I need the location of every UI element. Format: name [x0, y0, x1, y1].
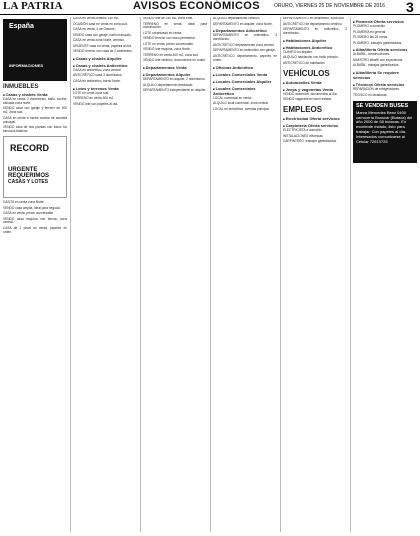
subcategory-heading: ■ Casas y chalets Anticrético: [73, 63, 137, 68]
subcategory-heading: ■ Lotes y terrenos Venta: [73, 86, 137, 91]
classified-ad: VENDO lote con papeles al día.: [73, 101, 119, 106]
classified-ad: ANTICRÉTICO de habitación.: [283, 60, 326, 65]
subcategory-heading: ■ Carpintería Oferta servicios: [283, 123, 347, 128]
column-1: [3, 17, 67, 532]
subcategory-heading: ■ Locales Comerciales Alquiler: [213, 79, 277, 84]
banner-info: INFORMACIONES: [9, 63, 43, 68]
classified-ad: LOCAL en anticrético, avenida principal.: [213, 106, 270, 111]
classified-ad: CASA en venta, 4 de Octubre.: [73, 27, 116, 31]
promo-title: SE VENDEN BUSES: [356, 102, 409, 109]
subcategory-heading: ■ Casas y chalets Alquiler: [73, 56, 137, 61]
classified-ad: VENDO casa de dos plantas con todos los servicios básicos.: [3, 125, 67, 134]
category-heading: EMPLEOS: [283, 105, 323, 115]
classified-ad: TERRENO en venta 300 m2.: [73, 96, 115, 101]
classified-ad: ANTICRÉTICO casa 3 dormitorios.: [73, 73, 123, 78]
classified-ad: LOTE en venta zona sud.: [73, 90, 110, 95]
column-2: [70, 17, 137, 532]
banner-ad-record: [3, 136, 67, 198]
classified-ad: VENDO terreno con muro perimetral.: [143, 36, 196, 41]
subcategory-heading: ■ Habitaciones Alquiler: [283, 38, 347, 43]
classified-ad: REPARACIÓN de refrigeradores.: [353, 87, 400, 92]
column-6: [350, 17, 417, 532]
subcategory-heading: ■ Casas y chalets Venta: [3, 92, 67, 97]
classified-ad: DEPARTAMENTO en anticrético, zona sud.: [283, 17, 345, 20]
classified-ad: CASA en venta zona Norte, céntrico.: [73, 38, 125, 42]
classified-ad: PLOMERO, trabajos garantizados.: [353, 40, 403, 45]
classified-ad: LOTE en venta, precio conversable.: [143, 41, 194, 46]
classified-ad: LOTE urbanizado en venta.: [143, 30, 182, 35]
page-number: 3: [406, 0, 414, 15]
classified-ad: DEPARTAMENTO en alquiler, zona Norte.: [213, 21, 273, 26]
classified-ad: VENDO lote céntrico, documentos en orden.: [143, 58, 206, 63]
banner-brand: RECORD: [10, 143, 50, 154]
classified-ad: CASA en venta céntrico 140 m2.: [73, 17, 120, 20]
subcategory-heading: ■ Automóviles Venta: [283, 80, 347, 85]
classified-ad: ELECTRICISTA a domicilio.: [283, 128, 323, 133]
subcategory-heading: ■ Departamentos Venta: [143, 65, 207, 70]
classified-ad: CASA en anticrético, barrio Norte.: [73, 78, 121, 83]
dateline: ORURO, VIERNES 25 DE NOVIEMBRE DE 2016: [274, 3, 385, 9]
banner-subline: CASAS Y LOTES: [8, 179, 49, 186]
classified-ad: DEPARTAMENTO en anticrético, 3 dormitorios.: [213, 33, 277, 42]
classified-ad: VENDO casa esquina con tienda, zona central.: [3, 216, 67, 225]
classified-ad: VENDO casa con garaje y terreno de 300 m2, zona sud.: [3, 106, 67, 115]
subcategory-heading: ■ Departamentos Anticrético: [213, 28, 277, 33]
column-3: [140, 17, 207, 532]
classified-ad: CUARTO en alquiler.: [283, 49, 313, 54]
category-heading: INMUEBLES: [3, 84, 39, 90]
classified-ad: VENDO automóvil, documentos al día.: [283, 91, 338, 96]
classified-ad: DEPARTAMENTO en anticrético, 2 dormitorios.: [283, 27, 347, 35]
classified-ad: CASITA en venta zona Norte.: [3, 200, 45, 205]
classified-ad: VENDO casa amplia, ideal para negocio.: [3, 205, 61, 210]
subcategory-heading: ■ Habitaciones Anticrético: [283, 45, 347, 50]
banner-ad-espana: [3, 19, 67, 81]
classified-ad: LOCAL comercial en venta.: [213, 95, 252, 100]
subcategory-heading: ■ Técnicos Oferta servicios: [353, 82, 417, 87]
classified-ad: ALQUILO departamento amoblado.: [143, 82, 194, 87]
subcategory-heading: ■ Locales Comerciales Anticrético: [213, 86, 277, 96]
classified-ad: CASA en venta, 2 dormitorios, baño, cocina, ubicada zona norte.: [3, 97, 67, 105]
classified-ad: ALBAÑIL, trabajos garantizados.: [353, 63, 400, 68]
subcategory-heading: ■ Albañilería Oferta servicios: [353, 47, 417, 52]
classified-ad: VENDO lote de 250 m2, zona Este.: [143, 17, 194, 20]
classified-ad: CASA de 2 pisos en venta, papeles en orden.: [3, 225, 67, 234]
classified-ad: DEPARTAMENTO independiente en alquiler.: [143, 88, 207, 93]
classified-ad: MAESTRO albañil con experiencia.: [353, 57, 403, 62]
classified-ad: ALQUILO local comercial, zona central.: [213, 101, 269, 106]
classified-ad: CASA en venta a media cuadra de avenida principal.: [3, 115, 67, 124]
subcategory-heading: ■ Plomería Oferta servicios: [353, 19, 417, 24]
classified-ad: VENDO lote esquina, zona Norte.: [143, 47, 191, 52]
classified-ad: VENDO vagoneta en buen estado.: [283, 97, 333, 102]
classified-ad: PLOMERÍA en general.: [353, 29, 387, 34]
classified-ad: CASA en anticrético, zona central.: [73, 67, 122, 72]
banner-headline: URGENTE REQUERIMOS: [8, 167, 50, 180]
column-4: [210, 17, 277, 532]
promo-box-buses: [353, 101, 417, 163]
classified-ad: ALBAÑIL, construcciones.: [353, 52, 391, 57]
subcategory-heading: ■ Electricidad Oferta servicios: [283, 116, 347, 121]
subcategory-heading: ■ Oficinas Anticrético: [213, 65, 277, 70]
classified-ad: ANTICRÉTICO departamento, papeles en orden.: [213, 53, 277, 62]
classified-ad: TERRENO en venta 400 m2, zona sud.: [143, 52, 199, 57]
classified-ad: PLOMERO a domicilio.: [353, 24, 386, 28]
classified-ad: PLOMERO las 24 horas.: [353, 35, 389, 39]
classified-ad: ANTICRÉTICO departamento zona central.: [213, 42, 275, 47]
classified-ad: TERRENO en venta, ideal para construcción.: [143, 21, 207, 30]
classified-ad: VENDO terreno con casa de 2 ambientes.: [73, 49, 133, 53]
classified-ad: URGENTE casa en venta, papeles al día.: [73, 43, 132, 48]
classifieds-columns: [3, 17, 417, 532]
subcategory-heading: ■ Departamentos Alquiler: [143, 72, 207, 77]
category-heading: VEHÍCULOS: [283, 68, 330, 78]
classified-ad: ALQUILO habitación con baño privado.: [283, 55, 339, 60]
section-title: AVISOS ECONÓMICOS: [133, 0, 260, 12]
promo-body: Marca Mercedes Benz 0400 carrocería Busscar (Butaca) del año 2000 de 58 butacas. En excelente estado, listo para trabajar. Con papeles al día. Interesados comunicarse al Celular 72613725: [356, 109, 413, 144]
subcategory-heading: ■ Jeeps y vagonetas Venta: [283, 87, 347, 92]
banner-title: España: [9, 23, 34, 30]
classified-ad: TÉCNICO en lavadoras.: [353, 92, 388, 97]
page-header: [0, 0, 420, 15]
classified-ad: INSTALACIONES eléctricas.: [283, 133, 324, 138]
classified-ad: CASA en venta, precio conversable.: [3, 211, 55, 216]
column-5: [280, 17, 347, 532]
classified-ad: VENDO casa con garaje, barrio tranquilo.: [73, 32, 132, 37]
classified-ad: DEPARTAMENTO en anticrético con garaje.: [213, 48, 276, 53]
classified-ad: ANTICRÉTICO de departamento céntrico.: [283, 21, 343, 26]
classified-ad: ALQUILO departamento céntrico.: [213, 17, 261, 20]
subcategory-heading: ■ Albañilería Se requiere servicios: [353, 70, 417, 80]
classified-ad: CARPINTERO, trabajos garantizados.: [283, 139, 338, 144]
newspaper-name: LA PATRIA: [3, 0, 63, 12]
classified-ad: OCASIÓN casa en venta en zona sud.: [73, 21, 128, 26]
subcategory-heading: ■ Locales Comerciales Venta: [213, 72, 277, 77]
classified-ad: DEPARTAMENTO en alquiler, 2 dormitorios.: [143, 77, 206, 82]
